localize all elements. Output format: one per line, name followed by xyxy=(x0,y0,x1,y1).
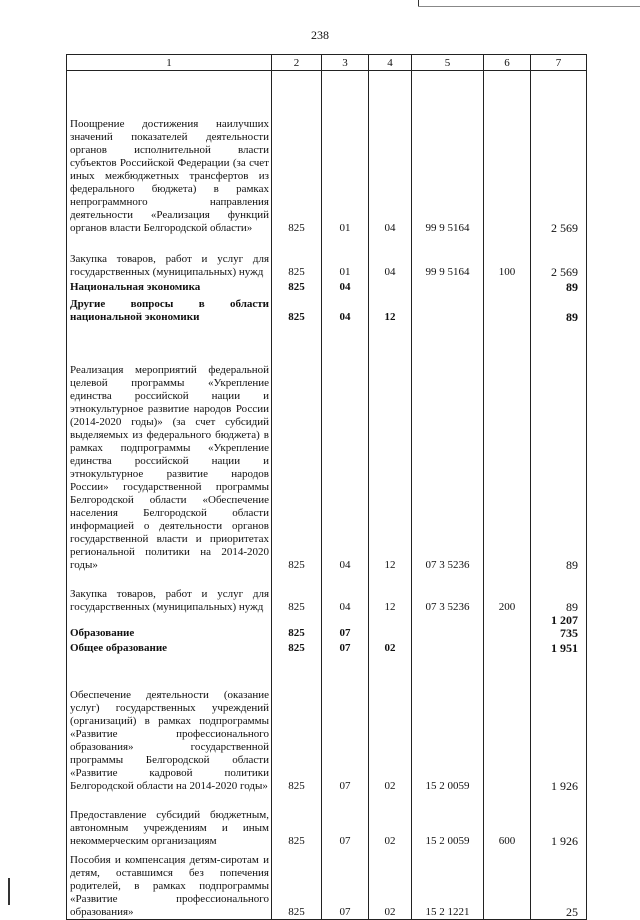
amount: 89 xyxy=(531,572,587,614)
amount: 89 xyxy=(531,324,587,572)
item-name: Национальная экономика xyxy=(67,279,272,294)
table-row xyxy=(67,793,587,848)
subsection-code: 02 xyxy=(369,848,412,920)
amount: 89 xyxy=(531,294,587,324)
target-article xyxy=(412,614,484,640)
amount: 2 569 xyxy=(531,71,587,235)
table-row xyxy=(67,572,587,614)
expense-type xyxy=(484,71,531,235)
section-code: 07 xyxy=(322,793,369,848)
section-code: 07 xyxy=(322,614,369,640)
subsection-code: 12 xyxy=(369,324,412,572)
table-row xyxy=(67,655,587,793)
table-row xyxy=(67,294,587,324)
section-code: 04 xyxy=(322,294,369,324)
admin-code: 825 xyxy=(272,655,322,793)
section-code: 07 xyxy=(322,640,369,655)
target-article: 15 2 0059 xyxy=(412,793,484,848)
table-row xyxy=(67,279,587,294)
budget-table xyxy=(66,54,587,920)
section-code: 01 xyxy=(322,71,369,235)
amount: 1 951 xyxy=(531,640,587,655)
admin-code: 825 xyxy=(272,848,322,920)
page-number: 238 xyxy=(311,28,329,42)
admin-code: 825 xyxy=(272,572,322,614)
admin-code: 825 xyxy=(272,793,322,848)
expense-type: 200 xyxy=(484,572,531,614)
item-name: Предоставление субсидий бюджетным, автономным учреждениям и иным некоммерческим организациям xyxy=(67,793,272,848)
target-article: 07 3 5236 xyxy=(412,572,484,614)
admin-code: 825 xyxy=(272,294,322,324)
admin-code: 825 xyxy=(272,279,322,294)
admin-code: 825 xyxy=(272,235,322,279)
section-code: 01 xyxy=(322,235,369,279)
expense-type xyxy=(484,640,531,655)
target-article: 07 3 5236 xyxy=(412,324,484,572)
amount: 89 xyxy=(531,279,587,294)
subsection-code: 02 xyxy=(369,655,412,793)
subsection-code: 04 xyxy=(369,235,412,279)
admin-code: 825 xyxy=(272,324,322,572)
table-row xyxy=(67,235,587,279)
corner-mark-bottom xyxy=(8,878,10,905)
section-code: 04 xyxy=(322,324,369,572)
amount: 1 926 xyxy=(531,793,587,848)
expense-type xyxy=(484,614,531,640)
subsection-code: 04 xyxy=(369,71,412,235)
header-cell: 5 xyxy=(412,55,484,71)
item-name: Пособия и компенсация детям-сиротам и детям, оставшимся без попечения родителей, в рамках подпрограммы «Развитие профессионального образования» xyxy=(67,848,272,920)
target-article: 99 9 5164 xyxy=(412,235,484,279)
table-row xyxy=(67,640,587,655)
expense-type xyxy=(484,279,531,294)
item-name: Поощрение достижения наилучших значений показателей деятельности органов исполнительной власти субъектов Российской Федерации (за счет иных межбюджетных трансфертов из федерального бюджета) в рамках непрограммного направления деятельности «Реализация функций органов власти Белгородской области» xyxy=(67,71,272,235)
amount: 25 xyxy=(531,848,587,920)
target-article: 99 9 5164 xyxy=(412,71,484,235)
subsection-code: 02 xyxy=(369,793,412,848)
subsection-code: 12 xyxy=(369,572,412,614)
admin-code: 825 xyxy=(272,614,322,640)
expense-type xyxy=(484,294,531,324)
admin-code: 825 xyxy=(272,640,322,655)
header-row xyxy=(67,55,587,71)
item-name: Общее образование xyxy=(67,640,272,655)
target-article xyxy=(412,279,484,294)
amount: 1 207 735 xyxy=(531,614,587,640)
expense-type: 600 xyxy=(484,793,531,848)
header-cell: 7 xyxy=(531,55,587,71)
subsection-code: 02 xyxy=(369,640,412,655)
item-name: Закупка товаров, работ и услуг для государственных (муниципальных) нужд xyxy=(67,572,272,614)
admin-code: 825 xyxy=(272,71,322,235)
section-code: 04 xyxy=(322,572,369,614)
amount: 1 926 xyxy=(531,655,587,793)
section-code: 07 xyxy=(322,848,369,920)
subsection-code xyxy=(369,279,412,294)
header-cell: 4 xyxy=(369,55,412,71)
expense-type: 100 xyxy=(484,235,531,279)
item-name: Образование xyxy=(67,614,272,640)
table-row xyxy=(67,848,587,920)
table-row xyxy=(67,71,587,235)
expense-type xyxy=(484,655,531,793)
target-article xyxy=(412,640,484,655)
header-cell: 2 xyxy=(272,55,322,71)
section-code: 07 xyxy=(322,655,369,793)
subsection-code: 12 xyxy=(369,294,412,324)
target-article xyxy=(412,294,484,324)
item-name: Реализация мероприятий федеральной целевой программы «Укрепление единства российской нации и этнокультурное развитие народов России (2014-2020 годы)» (за счет субсидий выделяемых из федерального бюджета) в рамках подпрограммы «Укрепление единства российской нации и этнокультурное развитие народов России» государственной программы Белгородской области «Обеспечение населения Белгородской области информацией о деятельности органов государственной власти и приоритетах региональной политики на 2014-2020 годы» xyxy=(67,324,272,572)
amount: 2 569 xyxy=(531,235,587,279)
header-cell: 1 xyxy=(67,55,272,71)
expense-type xyxy=(484,324,531,572)
section-code: 04 xyxy=(322,279,369,294)
header-cell: 3 xyxy=(322,55,369,71)
expense-type xyxy=(484,848,531,920)
item-name: Другие вопросы в области национальной экономики xyxy=(67,294,272,324)
table-row xyxy=(67,614,587,640)
corner-mark-top-line xyxy=(418,6,640,7)
target-article: 15 2 0059 xyxy=(412,655,484,793)
target-article: 15 2 1221 xyxy=(412,848,484,920)
item-name: Закупка товаров, работ и услуг для государственных (муниципальных) нужд xyxy=(67,235,272,279)
subsection-code xyxy=(369,614,412,640)
table-row xyxy=(67,324,587,572)
header-cell: 6 xyxy=(484,55,531,71)
item-name: Обеспечение деятельности (оказание услуг) государственных учреждений (организаций) в рамках подпрограммы «Развитие профессионального образования» государственной программы Белгородской области «Развитие кадровой политики Белгородской области на 2014-2020 годы» xyxy=(67,655,272,793)
